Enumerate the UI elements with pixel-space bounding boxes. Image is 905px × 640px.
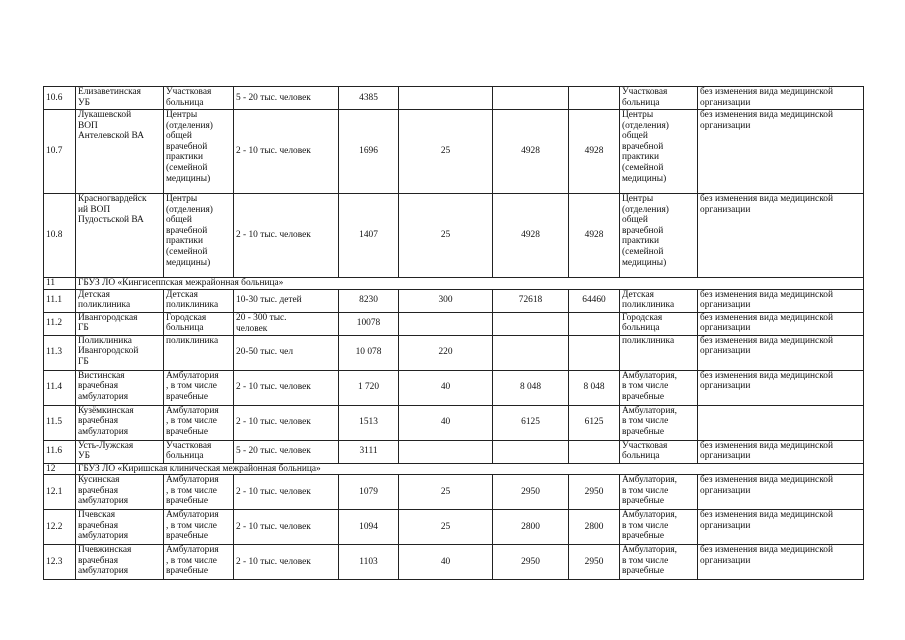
cell-note: без изменения вида медицинской организации <box>698 335 864 370</box>
cell-population: 2 - 10 тыс. человек <box>234 545 339 580</box>
cell-note: без изменения вида медицинской организации <box>698 510 864 545</box>
cell-value-1: 3111 <box>339 440 399 463</box>
cell-target-type: Амбулатория, в том числе врачебные <box>620 545 698 580</box>
cell-note: без изменения вида медицинской организации <box>698 370 864 405</box>
cell-facility-type: Детская поликлиника <box>164 289 234 312</box>
cell-facility-type: Участковая больница <box>164 440 234 463</box>
cell-value-3 <box>493 87 569 110</box>
cell-facility-name: Усть-Лужская УБ <box>76 440 164 463</box>
cell-value-1: 10 078 <box>339 335 399 370</box>
cell-value-4 <box>569 440 620 463</box>
cell-facility-type: Амбулатория , в том числе врачебные <box>164 475 234 510</box>
cell-facility-name: Пчевская врачебная амбулатория <box>76 510 164 545</box>
cell-value-3: 2800 <box>493 510 569 545</box>
cell-value-3: 6125 <box>493 405 569 440</box>
cell-target-type: Амбулатория, в том числе врачебные <box>620 405 698 440</box>
cell-value-4 <box>569 335 620 370</box>
cell-facility-type: поликлиника <box>164 335 234 370</box>
cell-value-3: 4928 <box>493 110 569 194</box>
cell-value-4: 4928 <box>569 194 620 278</box>
cell-population: 2 - 10 тыс. человек <box>234 194 339 278</box>
cell-facility-type: Центры (отделения) общей врачебной практики (семейной медицины) <box>164 194 234 278</box>
cell-value-2: 25 <box>399 194 493 278</box>
cell-number: 12.3 <box>44 545 76 580</box>
cell-number: 10.6 <box>44 87 76 110</box>
cell-population: 2 - 10 тыс. человек <box>234 370 339 405</box>
cell-number: 12.2 <box>44 510 76 545</box>
cell-note: без изменения вида медицинской организации <box>698 312 864 335</box>
cell-population: 2 - 10 тыс. человек <box>234 510 339 545</box>
group-number: 12 <box>44 463 76 475</box>
table-row <box>44 312 864 335</box>
cell-facility-type: Центры (отделения) общей врачебной практики (семейной медицины) <box>164 110 234 194</box>
cell-facility-name: Кузёмкинская врачебная амбулатория <box>76 405 164 440</box>
cell-facility-name: Вистинская врачебная амбулатория <box>76 370 164 405</box>
cell-facility-name: Детская поликлиника <box>76 289 164 312</box>
cell-value-2: 25 <box>399 475 493 510</box>
cell-population: 2 - 10 тыс. человек <box>234 110 339 194</box>
table-row <box>44 289 864 312</box>
cell-population: 2 - 10 тыс. человек <box>234 475 339 510</box>
table-row <box>44 87 864 110</box>
table-row <box>44 510 864 545</box>
cell-target-type: Детская поликлиника <box>620 289 698 312</box>
cell-note: без изменения вида медицинской организации <box>698 110 864 194</box>
cell-target-type: Амбулатория, в том числе врачебные <box>620 510 698 545</box>
cell-value-1: 1094 <box>339 510 399 545</box>
cell-value-1: 4385 <box>339 87 399 110</box>
cell-value-4: 64460 <box>569 289 620 312</box>
cell-facility-name: Лукашевской ВОП Антелевской ВА <box>76 110 164 194</box>
facilities-table <box>43 86 864 580</box>
cell-facility-name: Елизаветинская УБ <box>76 87 164 110</box>
cell-value-2: 40 <box>399 405 493 440</box>
cell-number: 11.1 <box>44 289 76 312</box>
cell-number: 11.4 <box>44 370 76 405</box>
cell-value-3: 72618 <box>493 289 569 312</box>
cell-value-3: 8 048 <box>493 370 569 405</box>
cell-number: 10.7 <box>44 110 76 194</box>
cell-facility-name: Пчевжинская врачебная амбулатория <box>76 545 164 580</box>
table-row <box>44 545 864 580</box>
cell-population: 5 - 20 тыс. человек <box>234 440 339 463</box>
cell-number: 10.8 <box>44 194 76 278</box>
cell-value-2: 300 <box>399 289 493 312</box>
cell-value-4 <box>569 87 620 110</box>
group-title: ГБУЗ ЛО «Киришская клиническая межрайонная больница» <box>76 463 864 475</box>
cell-value-4: 6125 <box>569 405 620 440</box>
cell-number: 12.1 <box>44 475 76 510</box>
cell-value-2: 220 <box>399 335 493 370</box>
cell-facility-type: Амбулатория , в том числе врачебные <box>164 545 234 580</box>
cell-note: без изменения вида медицинской организации <box>698 87 864 110</box>
cell-value-1: 10078 <box>339 312 399 335</box>
cell-value-1: 1696 <box>339 110 399 194</box>
group-header-row <box>44 463 864 475</box>
cell-value-3 <box>493 440 569 463</box>
cell-value-2 <box>399 440 493 463</box>
cell-population: 20 - 300 тыс. человек <box>234 312 339 335</box>
cell-value-4 <box>569 312 620 335</box>
cell-target-type: поликлиника <box>620 335 698 370</box>
cell-note: без изменения вида медицинской организации <box>698 289 864 312</box>
cell-value-4: 2950 <box>569 545 620 580</box>
cell-facility-type: Городская больница <box>164 312 234 335</box>
cell-number: 11.3 <box>44 335 76 370</box>
cell-facility-type: Амбулатория , в том числе врачебные <box>164 370 234 405</box>
cell-target-type: Амбулатория, в том числе врачебные <box>620 370 698 405</box>
cell-number: 11.6 <box>44 440 76 463</box>
cell-value-4: 8 048 <box>569 370 620 405</box>
cell-number: 11.2 <box>44 312 76 335</box>
cell-value-3: 2950 <box>493 545 569 580</box>
cell-facility-name: Ивангородская ГБ <box>76 312 164 335</box>
cell-value-3 <box>493 312 569 335</box>
cell-value-2: 25 <box>399 110 493 194</box>
cell-value-2: 40 <box>399 370 493 405</box>
cell-value-1: 8230 <box>339 289 399 312</box>
cell-value-4: 2950 <box>569 475 620 510</box>
cell-value-1: 1103 <box>339 545 399 580</box>
cell-value-2 <box>399 312 493 335</box>
cell-value-3: 4928 <box>493 194 569 278</box>
table-body <box>44 87 864 580</box>
cell-number: 11.5 <box>44 405 76 440</box>
cell-population: 20-50 тыс. чел <box>234 335 339 370</box>
cell-value-4: 4928 <box>569 110 620 194</box>
cell-population: 5 - 20 тыс. человек <box>234 87 339 110</box>
cell-value-1: 1 720 <box>339 370 399 405</box>
cell-note: без изменения вида медицинской организации <box>698 545 864 580</box>
cell-facility-name: Кусинская врачебная амбулатория <box>76 475 164 510</box>
cell-population: 2 - 10 тыс. человек <box>234 405 339 440</box>
group-number: 11 <box>44 278 76 290</box>
cell-target-type: Центры (отделения) общей врачебной практики (семейной медицины) <box>620 194 698 278</box>
cell-target-type: Участковая больница <box>620 440 698 463</box>
table-row <box>44 370 864 405</box>
cell-value-3 <box>493 335 569 370</box>
cell-target-type: Центры (отделения) общей врачебной практики (семейной медицины) <box>620 110 698 194</box>
cell-target-type: Участковая больница <box>620 87 698 110</box>
cell-target-type: Амбулатория, в том числе врачебные <box>620 475 698 510</box>
table-row <box>44 110 864 194</box>
cell-value-4: 2800 <box>569 510 620 545</box>
cell-value-3: 2950 <box>493 475 569 510</box>
group-header-row <box>44 278 864 290</box>
group-title: ГБУЗ ЛО «Кингисеппская межрайонная больница» <box>76 278 864 290</box>
cell-value-1: 1079 <box>339 475 399 510</box>
table-row <box>44 194 864 278</box>
cell-value-1: 1513 <box>339 405 399 440</box>
cell-facility-name: Поликлиника Ивангородской ГБ <box>76 335 164 370</box>
cell-note: без изменения вида медицинской организации <box>698 440 864 463</box>
cell-value-2: 40 <box>399 545 493 580</box>
cell-target-type: Городская больница <box>620 312 698 335</box>
table-row <box>44 335 864 370</box>
table-row <box>44 440 864 463</box>
cell-facility-name: Красногвардейск ий ВОП Пудостьской ВА <box>76 194 164 278</box>
cell-note <box>698 405 864 440</box>
cell-note: без изменения вида медицинской организации <box>698 194 864 278</box>
cell-value-1: 1407 <box>339 194 399 278</box>
cell-population: 10-30 тыс. детей <box>234 289 339 312</box>
cell-note: без изменения вида медицинской организации <box>698 475 864 510</box>
cell-facility-type: Амбулатория , в том числе врачебные <box>164 510 234 545</box>
cell-facility-type: Амбулатория , в том числе врачебные <box>164 405 234 440</box>
table-row <box>44 405 864 440</box>
table-row <box>44 475 864 510</box>
cell-value-2: 25 <box>399 510 493 545</box>
cell-value-2 <box>399 87 493 110</box>
cell-facility-type: Участковая больница <box>164 87 234 110</box>
